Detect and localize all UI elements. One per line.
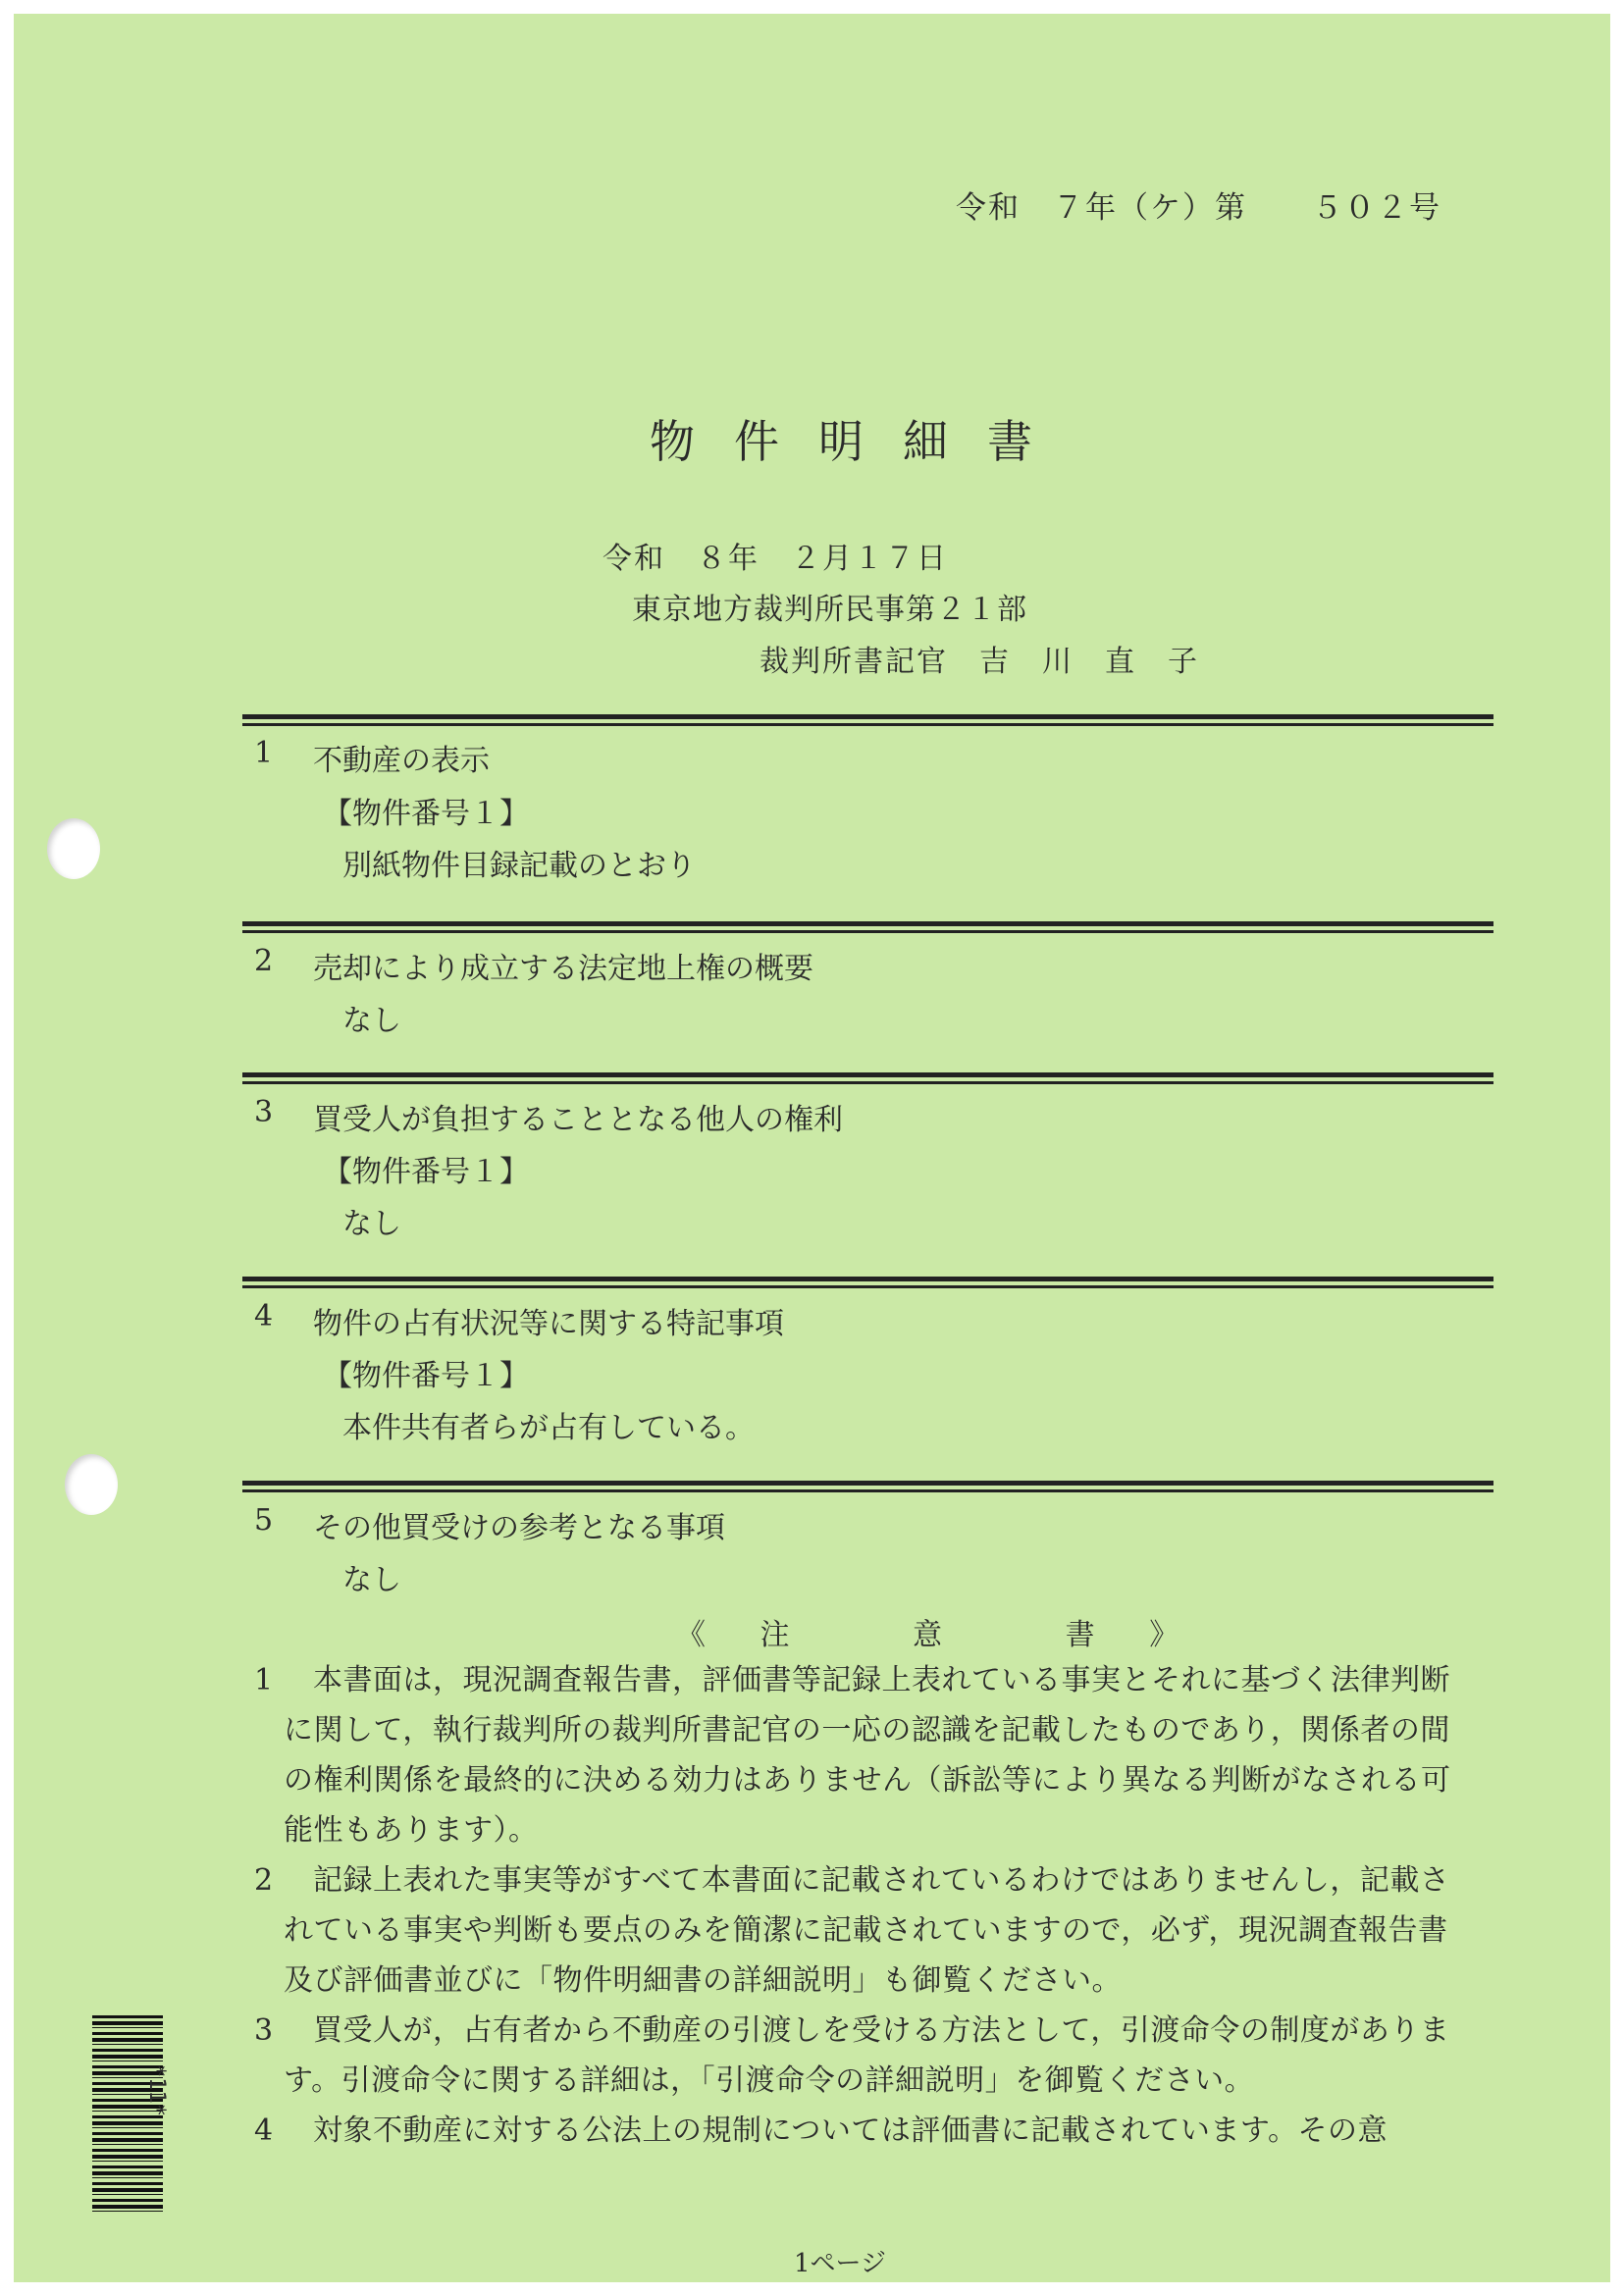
- section-divider: [242, 921, 1493, 933]
- section-4-content: 本件共有者らが占有している。: [342, 1411, 755, 1445]
- section-3-heading: [254, 1095, 843, 1138]
- section-4-heading: [254, 1299, 784, 1342]
- section-number: 5: [254, 1503, 274, 1538]
- section-2-heading: [254, 944, 813, 987]
- punch-hole-top: [47, 818, 100, 879]
- notice-item-number: 2: [254, 1863, 274, 1898]
- section-divider: [242, 1072, 1493, 1084]
- section-3-content: なし: [342, 1207, 401, 1241]
- section-number: 1: [254, 736, 274, 770]
- section-title: 不動産の表示: [313, 744, 490, 778]
- notice-title: [676, 1610, 1186, 1653]
- section-title: その他買受けの参考となる事項: [313, 1511, 725, 1545]
- barcode-label: *11*: [144, 2064, 169, 2116]
- notice-item-number: 4: [254, 2113, 274, 2148]
- notice-title-char: 書: [1065, 1618, 1103, 1652]
- section-divider: [242, 714, 1493, 726]
- notice-item-number: 1: [254, 1663, 274, 1697]
- notice-item-3: [254, 2006, 1476, 2106]
- notice-item-text: 買受人が，占有者から不動産の引渡しを受ける方法として，引渡命令の制度があります。引渡命令に関する詳細は，「引渡命令の詳細説明」を御覧ください。: [284, 2013, 1450, 2098]
- section-number: 3: [254, 1095, 274, 1129]
- section-4-property: 【物件番号１】: [323, 1359, 529, 1393]
- section-title: 買受人が負担することとなる他人の権利: [313, 1103, 843, 1137]
- section-5-heading: [254, 1503, 725, 1546]
- court-clerk: 裁判所書記官 吉 川 直 子: [760, 645, 1199, 679]
- page-number: 1ページ: [794, 2249, 887, 2278]
- notice-title-open: 《: [676, 1618, 713, 1652]
- notice-title-char: 意: [913, 1618, 951, 1652]
- section-number: 2: [254, 944, 274, 978]
- section-1-heading: [254, 736, 490, 779]
- section-divider: [242, 1277, 1493, 1288]
- section-1-content: 別紙物件目録記載のとおり: [342, 849, 696, 883]
- section-5-content: なし: [342, 1563, 401, 1597]
- section-3-property: 【物件番号１】: [323, 1155, 529, 1189]
- section-divider: [242, 1481, 1493, 1492]
- notice-item-number: 3: [254, 2013, 274, 2048]
- notice-item-1: [254, 1655, 1476, 1855]
- section-number: 4: [254, 1299, 274, 1333]
- section-2-content: なし: [342, 1004, 401, 1038]
- section-title: 物件の占有状況等に関する特記事項: [313, 1307, 784, 1341]
- court-name: 東京地方裁判所民事第２１部: [632, 593, 1027, 627]
- notice-item-text: 記録上表れた事実等がすべて本書面に記載されているわけではありませんし，記載されている事実や判断も要点のみを簡潔に記載されていますので，必ず，現況調査報告書及び評価書並びに「物件明細書の詳細説明」も御覧ください。: [284, 1863, 1450, 1998]
- section-title: 売却により成立する法定地上権の概要: [313, 952, 813, 986]
- notice-item-4: [254, 2106, 1476, 2156]
- document-date: 令和 ８年 ２月１７日: [602, 542, 948, 576]
- notice-title-close: 》: [1149, 1618, 1187, 1652]
- case-number: 令和 ７年（ケ）第 ５０２号: [956, 190, 1441, 226]
- notice-item-text: 本書面は，現況調査報告書，評価書等記録上表れている事実とそれに基づく法律判断に関して，執行裁判所の裁判所書記官の一応の認識を記載したものであり，関係者の間の権利関係を最終的に決める効力はありません（訴訟等により異なる判断がなされる可能性もあります）。: [284, 1663, 1451, 1848]
- document-title: 物件明細書: [650, 415, 1072, 468]
- notice-item-2: [254, 1855, 1476, 2006]
- punch-hole-bottom: [65, 1454, 118, 1515]
- document-page: [14, 14, 1610, 2282]
- notice-title-char: 注: [760, 1618, 798, 1652]
- notice-item-text: 対象不動産に対する公法上の規制については評価書に記載されています。その意: [313, 2113, 1388, 2148]
- section-1-property: 【物件番号１】: [323, 797, 529, 831]
